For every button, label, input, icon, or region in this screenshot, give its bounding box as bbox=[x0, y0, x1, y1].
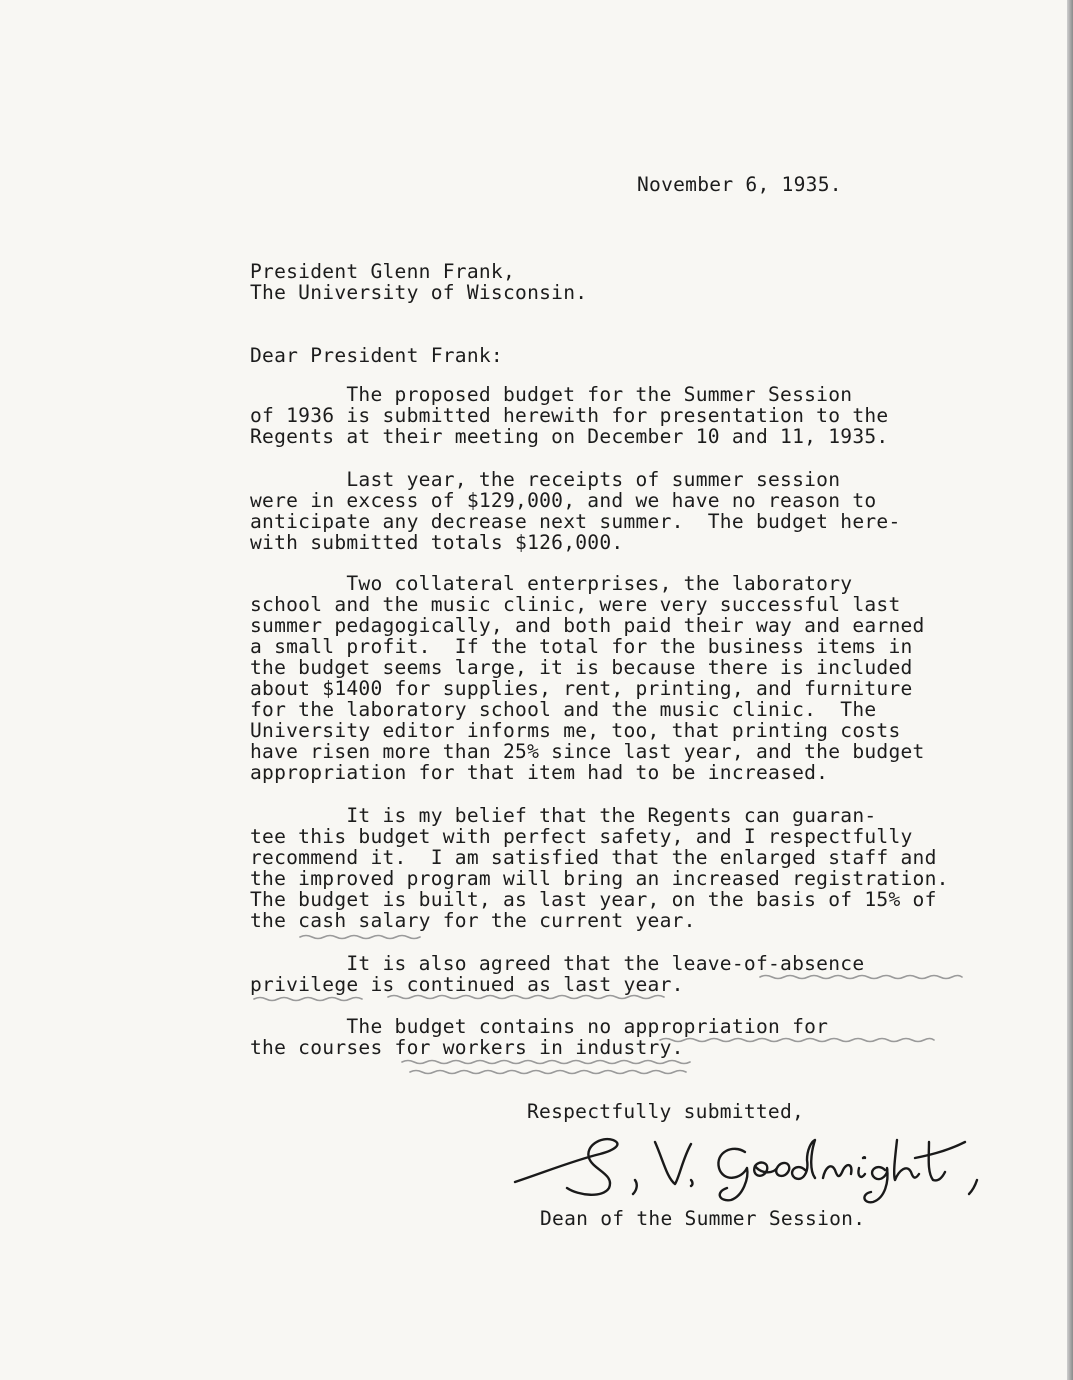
paragraph-line: of 1936 is submitted herewith for presentation to the bbox=[250, 404, 889, 427]
paragraph-line: were in excess of $129,000, and we have no reason to bbox=[250, 489, 877, 512]
paragraph-line: about $1400 for supplies, rent, printing, and furniture bbox=[250, 677, 913, 700]
paragraph-line: the budget seems large, it is because there is included bbox=[250, 656, 913, 679]
salutation: Dear President Frank: bbox=[250, 344, 503, 367]
paragraph-line: The proposed budget for the Summer Session bbox=[250, 383, 853, 406]
paragraph-line: recommend it. I am satisfied that the enlarged staff and bbox=[250, 846, 937, 869]
addressee-name: President Glenn Frank, bbox=[250, 260, 516, 283]
paragraph-line: Last year, the receipts of summer session bbox=[250, 468, 841, 491]
paragraph-line: It is also agreed that the leave-of-absence bbox=[250, 952, 865, 975]
addressee-institution: The University of Wisconsin. bbox=[250, 281, 588, 304]
paragraph-line: The budget contains no appropriation for bbox=[250, 1015, 829, 1038]
paragraph-line: the cash salary for the current year. bbox=[250, 909, 696, 932]
paragraph-line: with submitted totals $126,000. bbox=[250, 531, 624, 554]
paragraph-line: anticipate any decrease next summer. The budget here- bbox=[250, 510, 901, 533]
paragraph-line: a small profit. If the total for the business items in bbox=[250, 635, 913, 658]
paragraph-line: school and the music clinic, were very successful last bbox=[250, 593, 901, 616]
paragraph-line: University editor informs me, too, that printing costs bbox=[250, 719, 901, 742]
paragraph-line: appropriation for that item had to be increased. bbox=[250, 761, 829, 784]
paragraph-line: It is my belief that the Regents can guaran- bbox=[250, 804, 877, 827]
paragraph-line: privilege is continued as last year. bbox=[250, 973, 684, 996]
paragraph-line: the courses for workers in industry. bbox=[250, 1036, 684, 1059]
paragraph-line: have risen more than 25% since last year, and the budget bbox=[250, 740, 925, 763]
paragraph-line: summer pedagogically, and both paid their way and earned bbox=[250, 614, 925, 637]
paragraph-line: The budget is built, as last year, on the basis of 15% of bbox=[250, 888, 937, 911]
letter-date: November 6, 1935. bbox=[637, 173, 842, 196]
closing: Respectfully submitted, bbox=[527, 1100, 805, 1123]
paragraph-line: for the laboratory school and the music clinic. The bbox=[250, 698, 877, 721]
paragraph-line: Regents at their meeting on December 10 and 11, 1935. bbox=[250, 425, 889, 448]
signer-title: Dean of the Summer Session. bbox=[540, 1207, 866, 1230]
paragraph-line: the improved program will bring an increased registration. bbox=[250, 867, 949, 890]
paragraph-line: tee this budget with perfect safety, and I respectfully bbox=[250, 825, 913, 848]
handwritten-signature bbox=[505, 1130, 1045, 1210]
paragraph-line: Two collateral enterprises, the laboratory bbox=[250, 572, 853, 595]
